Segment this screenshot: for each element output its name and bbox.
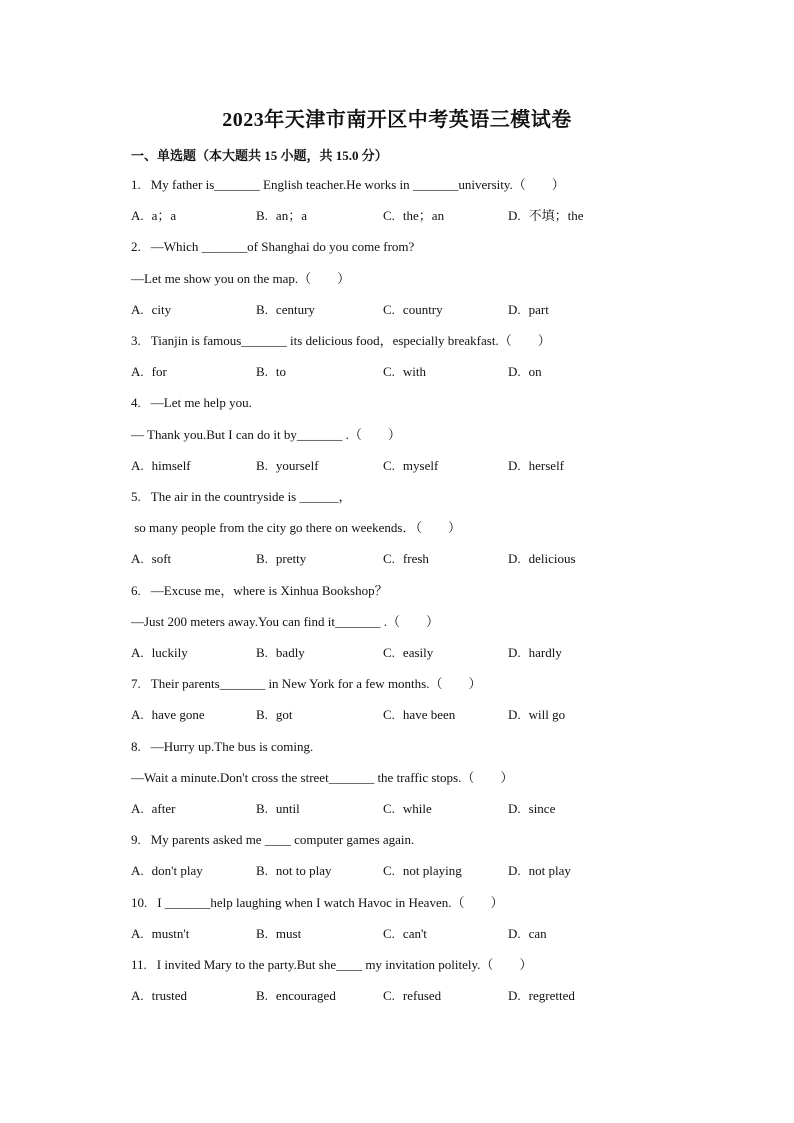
option xyxy=(131,925,189,943)
question-text: —Excuse me，where is Xinhua Bookshop？ xyxy=(150,582,388,598)
option-text: pretty xyxy=(275,551,307,567)
option-letter: D. xyxy=(508,301,521,317)
question-text: —Just 200 meters away.You can find it_______ .（ ） xyxy=(131,613,440,629)
option-text: until xyxy=(275,801,300,816)
option xyxy=(131,800,175,818)
option-text: myself xyxy=(402,457,439,473)
option xyxy=(383,550,429,568)
question-number: 10. xyxy=(131,894,148,910)
option xyxy=(508,301,549,319)
option-text: to xyxy=(275,364,287,380)
option xyxy=(508,925,547,943)
option xyxy=(256,644,305,662)
option xyxy=(131,644,188,662)
option xyxy=(256,301,315,319)
question-number: 11. xyxy=(131,957,147,972)
option xyxy=(256,800,300,818)
option-text: not to play xyxy=(275,863,332,879)
question-text: I invited Mary to the party.But she____ my invitation politely.（ ） xyxy=(156,957,533,972)
question-text: My father is_______ English teacher.He works in _______university.（ ） xyxy=(150,177,565,192)
option xyxy=(508,644,562,662)
option xyxy=(383,800,432,818)
option-letter: A. xyxy=(131,364,144,380)
question-text: —Let me help you. xyxy=(150,395,252,411)
option xyxy=(383,301,443,319)
question-stem xyxy=(131,488,352,506)
page-title: 2023年天津市南开区中考英语三模试卷 xyxy=(222,109,572,131)
question-stem xyxy=(131,738,313,756)
option xyxy=(131,987,187,1005)
option-text: luckily xyxy=(151,645,188,660)
option xyxy=(508,550,576,568)
options-row xyxy=(131,800,731,818)
question-stem xyxy=(131,894,503,912)
question-stem-line xyxy=(131,519,461,537)
option xyxy=(131,363,167,381)
option xyxy=(383,207,444,225)
option xyxy=(131,301,171,319)
question-stem-line xyxy=(131,769,513,787)
option-letter: C. xyxy=(383,301,395,317)
options-row xyxy=(131,457,731,475)
option-text: the；an xyxy=(402,208,445,224)
option xyxy=(256,925,301,943)
option xyxy=(383,363,426,381)
option-text: on xyxy=(528,364,542,380)
option xyxy=(131,207,176,225)
question-number: 8. xyxy=(131,738,141,754)
question-stem-line xyxy=(131,613,439,631)
question-text: —Let me show you on the map.（ ） xyxy=(131,270,351,286)
option xyxy=(508,207,584,225)
option xyxy=(383,644,433,662)
option-text: hardly xyxy=(528,645,562,660)
option-letter: B. xyxy=(256,925,268,941)
option xyxy=(256,363,286,381)
option-text: can't xyxy=(402,925,427,941)
option-text: don't play xyxy=(151,863,203,879)
question-stem xyxy=(131,956,532,974)
option xyxy=(508,363,542,381)
option xyxy=(256,987,336,1005)
option-letter: D. xyxy=(508,645,521,660)
option-letter: D. xyxy=(508,457,521,473)
question-stem xyxy=(131,582,388,600)
question-text: so many people from the city go there on weekends．（ ） xyxy=(131,520,461,536)
option-text: have been xyxy=(402,707,456,723)
option xyxy=(131,706,205,724)
option xyxy=(256,706,293,724)
question-stem-line xyxy=(131,426,401,444)
option-text: refused xyxy=(402,988,442,1004)
question-stem-line xyxy=(131,270,350,288)
question-number: 9. xyxy=(131,832,141,848)
option-text: country xyxy=(402,301,443,317)
option-letter: B. xyxy=(256,801,268,816)
option-text: while xyxy=(402,801,432,816)
question-text: — Thank you.But I can do it by_______ .（ ） xyxy=(131,426,401,442)
option-letter: B. xyxy=(256,364,268,380)
option-letter: B. xyxy=(256,457,268,473)
question-text: The air in the countryside is ______， xyxy=(150,489,352,504)
option-letter: B. xyxy=(256,208,268,224)
option-text: a；a xyxy=(151,208,177,224)
options-row xyxy=(131,363,731,381)
options-row xyxy=(131,987,731,1005)
option-text: century xyxy=(275,301,315,317)
option-letter: D. xyxy=(508,925,521,941)
option xyxy=(383,987,441,1005)
option-text: not play xyxy=(528,863,571,879)
option-text: encouraged xyxy=(275,988,336,1004)
option xyxy=(256,862,332,880)
question-text: My parents asked me ____ computer games again. xyxy=(150,832,415,848)
option-letter: D. xyxy=(508,863,521,879)
question-stem xyxy=(131,238,414,256)
option-letter: D. xyxy=(508,707,521,723)
option-text: regretted xyxy=(528,988,575,1004)
question-text: I _______help laughing when I watch Havoc in Heaven.（ ） xyxy=(157,894,504,910)
option xyxy=(131,457,191,475)
options-row xyxy=(131,207,731,225)
option-text: will go xyxy=(528,707,566,723)
options-row xyxy=(131,862,731,880)
option-letter: A. xyxy=(131,707,144,723)
option-letter: C. xyxy=(383,988,395,1004)
option-text: an；a xyxy=(275,208,307,224)
option-text: not playing xyxy=(402,863,462,879)
option-letter: C. xyxy=(383,364,395,380)
option-letter: A. xyxy=(131,457,144,473)
option-letter: D. xyxy=(508,551,521,567)
question-text: —Which _______of Shanghai do you come from? xyxy=(150,239,415,255)
option xyxy=(508,862,571,880)
option-letter: B. xyxy=(256,301,268,317)
option-letter: D. xyxy=(508,988,521,1004)
question-stem xyxy=(131,332,551,350)
option-text: since xyxy=(528,801,556,816)
option-letter: C. xyxy=(383,925,395,941)
option-letter: C. xyxy=(383,801,395,816)
option-letter: A. xyxy=(131,925,144,941)
option-letter: C. xyxy=(383,645,395,660)
option-text: must xyxy=(275,925,302,941)
option-text: after xyxy=(151,801,176,816)
option-letter: C. xyxy=(383,707,395,723)
option-letter: C. xyxy=(383,863,395,879)
option-letter: A. xyxy=(131,645,144,660)
option-letter: C. xyxy=(383,457,395,473)
option-text: himself xyxy=(151,457,191,473)
option-text: with xyxy=(402,364,427,380)
question-text: —Hurry up.The bus is coming. xyxy=(150,738,314,754)
option-letter: B. xyxy=(256,863,268,879)
option-letter: A. xyxy=(131,208,144,224)
question-number: 7. xyxy=(131,676,141,692)
question-stem xyxy=(131,176,565,194)
options-row xyxy=(131,925,731,943)
option-text: can xyxy=(528,925,547,941)
option-letter: C. xyxy=(383,208,395,224)
question-number: 3. xyxy=(131,333,141,348)
option xyxy=(131,550,171,568)
question-stem xyxy=(131,675,481,693)
options-row xyxy=(131,550,731,568)
option-text: part xyxy=(528,301,549,317)
option xyxy=(256,550,306,568)
section-heading: 一、单选题（本大题共 15 小题，共 15.0 分） xyxy=(131,148,388,163)
option-text: got xyxy=(275,707,293,723)
option-letter: A. xyxy=(131,863,144,879)
option-text: have gone xyxy=(151,707,205,723)
option xyxy=(383,457,438,475)
option-text: city xyxy=(151,301,172,317)
question-number: 1. xyxy=(131,177,141,192)
option xyxy=(508,987,575,1005)
option xyxy=(256,457,319,475)
option-letter: D. xyxy=(508,801,521,816)
question-number: 6. xyxy=(131,582,141,598)
question-text: Tianjin is famous_______ its delicious food，especially breakfast.（ ） xyxy=(150,333,551,348)
option-text: badly xyxy=(275,645,305,660)
option-text: 不填；the xyxy=(528,208,584,224)
option-text: fresh xyxy=(402,551,429,567)
question-stem xyxy=(131,394,252,412)
option-text: easily xyxy=(402,645,434,660)
option-letter: A. xyxy=(131,988,144,1004)
question-number: 2. xyxy=(131,239,141,255)
option xyxy=(383,706,455,724)
option xyxy=(508,706,565,724)
option-letter: A. xyxy=(131,801,144,816)
option-text: mustn't xyxy=(151,925,190,941)
option-text: yourself xyxy=(275,457,319,473)
option-letter: D. xyxy=(508,364,521,380)
options-row xyxy=(131,301,731,319)
question-text: —Wait a minute.Don't cross the street_______ the traffic stops.（ ） xyxy=(131,769,514,785)
option-letter: A. xyxy=(131,301,144,317)
question-text: Their parents_______ in New York for a few months.（ ） xyxy=(150,676,482,692)
question-number: 4. xyxy=(131,395,141,411)
options-row xyxy=(131,644,731,662)
option xyxy=(256,207,307,225)
question-stem xyxy=(131,831,414,849)
option-letter: A. xyxy=(131,551,144,567)
option-letter: C. xyxy=(383,551,395,567)
option-text: soft xyxy=(151,551,172,567)
option xyxy=(508,457,564,475)
option-text: herself xyxy=(528,457,565,473)
option-text: for xyxy=(151,364,167,380)
option xyxy=(383,862,462,880)
option-letter: B. xyxy=(256,707,268,723)
option-letter: B. xyxy=(256,551,268,567)
option-letter: B. xyxy=(256,645,268,660)
option-text: trusted xyxy=(151,988,188,1004)
option-text: delicious xyxy=(528,551,576,567)
options-row xyxy=(131,706,731,724)
option-letter: D. xyxy=(508,208,521,224)
question-number: 5. xyxy=(131,489,141,504)
option xyxy=(383,925,427,943)
option xyxy=(508,800,555,818)
option-letter: B. xyxy=(256,988,268,1004)
option xyxy=(131,862,203,880)
